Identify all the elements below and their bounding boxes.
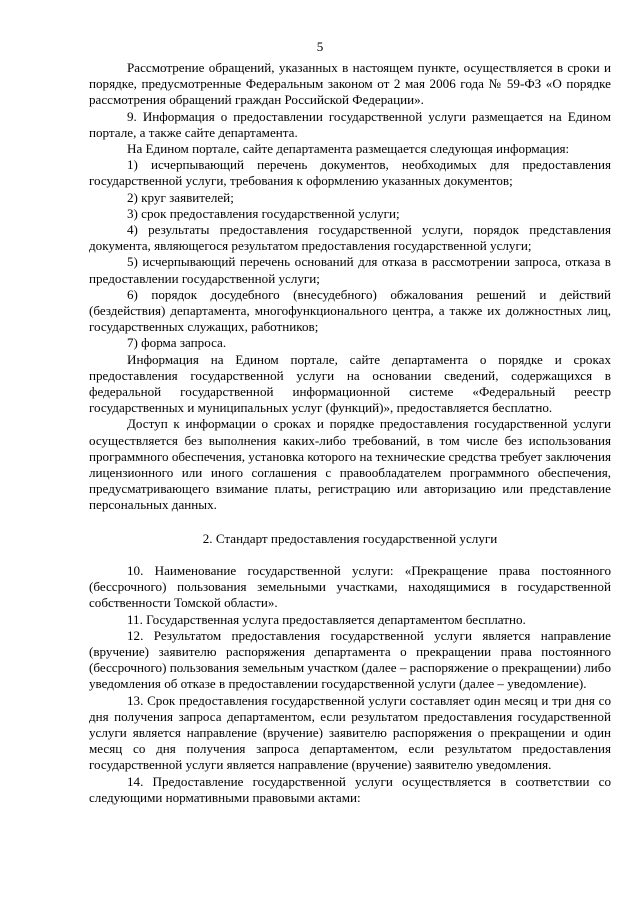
section-heading: 2. Стандарт предоставления государственной услуги	[202, 530, 498, 546]
paragraph: 12. Результатом предоставления государственной услуги является направление (вручение) заявителю распоряжения департамента о прекращении права постоянного (бессрочного) пользования земельным участком (далее – распоряжение о прекращении) либо уведомления об отказе в предоставлении государственной услуги (далее – уведомление).	[89, 627, 611, 692]
document-body	[89, 60, 611, 806]
list-item: 3) срок предоставления государственной услуги;	[127, 205, 400, 221]
list-item: 5) исчерпывающий перечень оснований для отказа в рассмотрении запроса, отказа в предоставлении государственной услуги;	[89, 254, 611, 286]
paragraph: На Едином портале, сайте департамента размещается следующая информация:	[127, 141, 570, 157]
list-item: 2) круг заявителей;	[127, 189, 234, 205]
paragraph: 10. Наименование государственной услуги: «Прекращение права постоянного (бессрочного) пользования земельными участками, находящимися в государственной собственности Томской области».	[89, 562, 611, 611]
list-item: 4) результаты предоставления государственной услуги, порядок представления документа, являющегося результатом предоставления государственной услуги;	[89, 222, 611, 254]
paragraph: Доступ к информации о сроках и порядке предоставления государственной услуги осуществляется без выполнения каких-либо требований, в том числе без использования программного обеспечения, установка которого на технические средства требует заключения лицензионного или иного соглашения с правообладателем программного обеспечения, предусматривающего взимание платы, регистрацию или авторизацию или представление персональных данных.	[89, 416, 611, 513]
paragraph: 14. Предоставление государственной услуги осуществляется в соответствии со следующими нормативными правовыми актами:	[89, 773, 611, 805]
paragraph: Рассмотрение обращений, указанных в настоящем пункте, осуществляется в сроки и порядке, предусмотренные Федеральным законом от 2 мая 2006 года № 59-ФЗ «О порядке рассмотрения обращений граждан Российской Федерации».	[89, 60, 611, 108]
paragraph: 11. Государственная услуга предоставляется департаментом бесплатно.	[127, 611, 526, 627]
paragraph: 13. Срок предоставления государственной услуги составляет один месяц и три дня со дня получения запроса департаментом, если результатом предоставления государственной услуги является направление (вручение) заявителю распоряжения о прекращении и один месяц со дня получения запроса департаментом, если результатом предоставления государственной услуги является направление (вручение) заявителю уведомления.	[89, 692, 611, 773]
paragraph: 9. Информация о предоставлении государственной услуги размещается на Едином портале, а также сайте департамента.	[89, 108, 611, 140]
list-item: 1) исчерпывающий перечень документов, необходимых для предоставления государственной услуги, требования к оформлению указанных документов;	[89, 157, 611, 189]
page-number: 5	[316, 39, 324, 54]
paragraph: Информация на Едином портале, сайте департамента о порядке и сроках предоставления государственной услуги на основании сведений, содержащихся в федеральной государственной информационной системе «Федеральный реестр государственных и муниципальных услуг (функций)», предоставляется бесплатно.	[89, 351, 611, 416]
list-item: 7) форма запроса.	[127, 335, 227, 351]
list-item: 6) порядок досудебного (внесудебного) обжалования решений и действий (бездействия) департамента, многофункционального центра, а также их должностных лиц, государственных служащих, работников;	[89, 286, 611, 335]
